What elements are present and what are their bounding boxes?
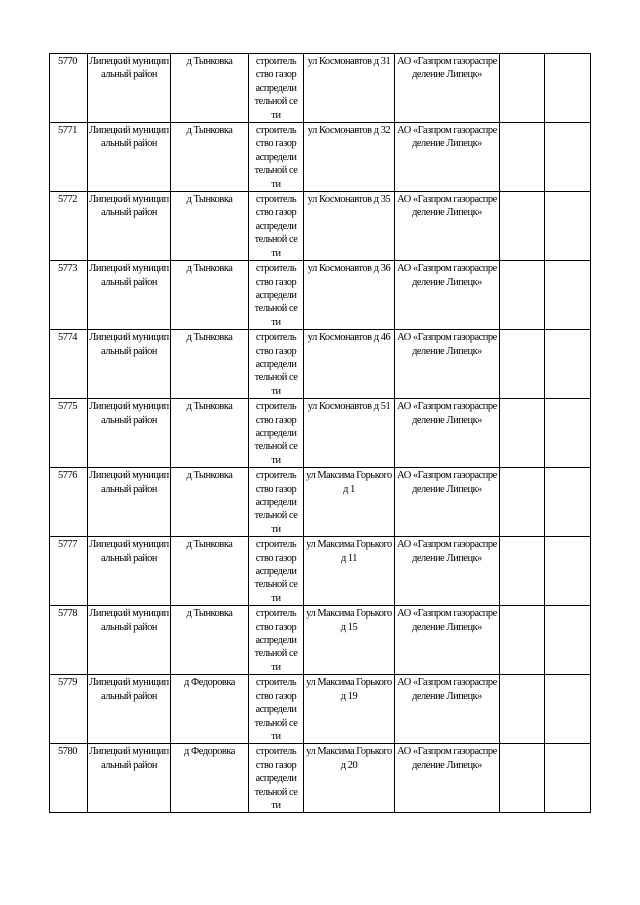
work-type-text: строительство газораспределительной сети (254, 539, 298, 604)
empty-cell-1 (500, 261, 545, 330)
empty-cell-1 (500, 675, 545, 744)
work-type-text: строительство газораспределительной сети (254, 56, 298, 121)
district-cell: Липецкий муниципальный район (88, 537, 171, 606)
row-number-cell: 5771 (50, 123, 88, 192)
empty-cell-1 (500, 192, 545, 261)
settlement-cell: д Федоровка (171, 675, 249, 744)
organization-cell: АО «Газпром газораспределение Липецк» (395, 123, 500, 192)
work-type-text: строительство газораспределительной сети (254, 470, 298, 535)
row-number-cell: 5780 (50, 744, 88, 813)
district-cell: Липецкий муниципальный район (88, 192, 171, 261)
empty-cell-1 (500, 468, 545, 537)
work-type-cell (249, 399, 304, 468)
work-type-cell (249, 192, 304, 261)
address-cell: ул Космонавтов д 36 (304, 261, 395, 330)
table-row (50, 330, 591, 399)
row-number-cell: 5776 (50, 468, 88, 537)
settlement-cell: д Тынковка (171, 330, 249, 399)
table-row (50, 54, 591, 123)
empty-cell-2 (545, 606, 591, 675)
district-cell: Липецкий муниципальный район (88, 123, 171, 192)
empty-cell-2 (545, 537, 591, 606)
empty-cell-2 (545, 399, 591, 468)
organization-cell: АО «Газпром газораспределение Липецк» (395, 675, 500, 744)
empty-cell-1 (500, 399, 545, 468)
empty-cell-2 (545, 744, 591, 813)
work-type-cell (249, 744, 304, 813)
table-row (50, 123, 591, 192)
district-cell: Липецкий муниципальный район (88, 744, 171, 813)
work-type-cell (249, 468, 304, 537)
table-row (50, 744, 591, 813)
settlement-cell: д Федоровка (171, 744, 249, 813)
organization-cell: АО «Газпром газораспределение Липецк» (395, 468, 500, 537)
gas-network-table (49, 53, 591, 813)
empty-cell-2 (545, 330, 591, 399)
address-cell: ул Максима Горького д 1 (304, 468, 395, 537)
empty-cell-1 (500, 54, 545, 123)
table-row (50, 399, 591, 468)
empty-cell-2 (545, 123, 591, 192)
work-type-cell (249, 606, 304, 675)
district-cell: Липецкий муниципальный район (88, 675, 171, 744)
settlement-cell: д Тынковка (171, 537, 249, 606)
table-row (50, 468, 591, 537)
district-cell: Липецкий муниципальный район (88, 399, 171, 468)
work-type-text: строительство газораспределительной сети (254, 401, 298, 466)
empty-cell-2 (545, 468, 591, 537)
settlement-cell: д Тынковка (171, 123, 249, 192)
address-cell: ул Максима Горького д 11 (304, 537, 395, 606)
row-number-cell: 5775 (50, 399, 88, 468)
organization-cell: АО «Газпром газораспределение Липецк» (395, 399, 500, 468)
work-type-text: строительство газораспределительной сети (254, 125, 298, 190)
work-type-cell (249, 537, 304, 606)
settlement-cell: д Тынковка (171, 192, 249, 261)
work-type-cell (249, 54, 304, 123)
district-cell: Липецкий муниципальный район (88, 330, 171, 399)
district-cell: Липецкий муниципальный район (88, 606, 171, 675)
address-cell: ул Максима Горького д 15 (304, 606, 395, 675)
address-cell: ул Максима Горького д 19 (304, 675, 395, 744)
organization-cell: АО «Газпром газораспределение Липецк» (395, 744, 500, 813)
work-type-text: строительство газораспределительной сети (254, 332, 298, 397)
organization-cell: АО «Газпром газораспределение Липецк» (395, 330, 500, 399)
organization-cell: АО «Газпром газораспределение Липецк» (395, 54, 500, 123)
settlement-cell: д Тынковка (171, 261, 249, 330)
empty-cell-2 (545, 261, 591, 330)
row-number-cell: 5770 (50, 54, 88, 123)
district-cell: Липецкий муниципальный район (88, 468, 171, 537)
table-body (50, 54, 591, 813)
settlement-cell: д Тынковка (171, 468, 249, 537)
row-number-cell: 5773 (50, 261, 88, 330)
empty-cell-1 (500, 123, 545, 192)
table-row (50, 192, 591, 261)
organization-cell: АО «Газпром газораспределение Липецк» (395, 192, 500, 261)
empty-cell-2 (545, 54, 591, 123)
address-cell: ул Максима Горького д 20 (304, 744, 395, 813)
work-type-text: строительство газораспределительной сети (254, 194, 298, 259)
district-cell: Липецкий муниципальный район (88, 54, 171, 123)
address-cell: ул Космонавтов д 46 (304, 330, 395, 399)
work-type-cell (249, 675, 304, 744)
row-number-cell: 5772 (50, 192, 88, 261)
work-type-cell (249, 123, 304, 192)
work-type-cell (249, 261, 304, 330)
empty-cell-1 (500, 744, 545, 813)
work-type-text: строительство газораспределительной сети (254, 263, 298, 328)
settlement-cell: д Тынковка (171, 606, 249, 675)
address-cell: ул Космонавтов д 35 (304, 192, 395, 261)
row-number-cell: 5778 (50, 606, 88, 675)
empty-cell-1 (500, 606, 545, 675)
row-number-cell: 5774 (50, 330, 88, 399)
empty-cell-1 (500, 330, 545, 399)
address-cell: ул Космонавтов д 51 (304, 399, 395, 468)
organization-cell: АО «Газпром газораспределение Липецк» (395, 261, 500, 330)
settlement-cell: д Тынковка (171, 399, 249, 468)
work-type-text: строительство газораспределительной сети (254, 608, 298, 673)
organization-cell: АО «Газпром газораспределение Липецк» (395, 537, 500, 606)
table-row (50, 675, 591, 744)
organization-cell: АО «Газпром газораспределение Липецк» (395, 606, 500, 675)
work-type-text: строительство газораспределительной сети (254, 746, 298, 811)
row-number-cell: 5777 (50, 537, 88, 606)
row-number-cell: 5779 (50, 675, 88, 744)
empty-cell-2 (545, 675, 591, 744)
address-cell: ул Космонавтов д 32 (304, 123, 395, 192)
district-cell: Липецкий муниципальный район (88, 261, 171, 330)
table-row (50, 261, 591, 330)
work-type-cell (249, 330, 304, 399)
address-cell: ул Космонавтов д 31 (304, 54, 395, 123)
empty-cell-1 (500, 537, 545, 606)
table-row (50, 606, 591, 675)
empty-cell-2 (545, 192, 591, 261)
settlement-cell: д Тынковка (171, 54, 249, 123)
table-row (50, 537, 591, 606)
work-type-text: строительство газораспределительной сети (254, 677, 298, 742)
